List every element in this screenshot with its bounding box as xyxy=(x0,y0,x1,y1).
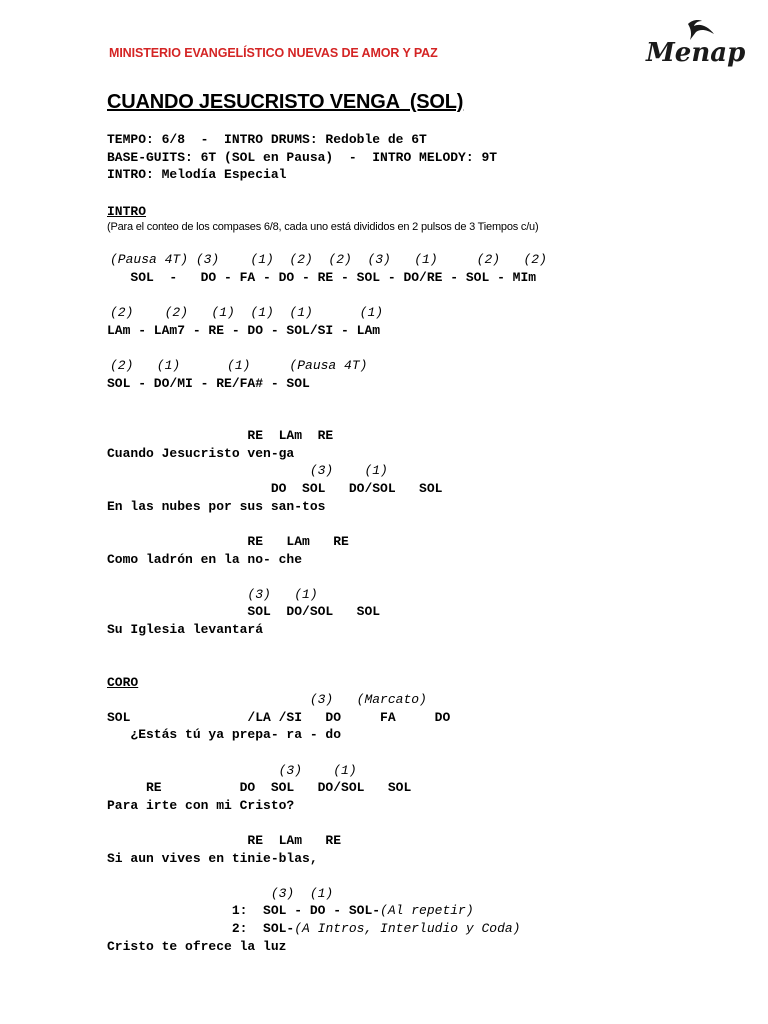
intro-chords-3: SOL - DO/MI - RE/FA# - SOL xyxy=(107,376,310,391)
logo xyxy=(640,18,746,70)
intro-heading: INTRO xyxy=(107,204,147,219)
logo-text: Menap xyxy=(646,38,746,68)
chorus-heading: CORO xyxy=(107,675,139,690)
intro-counts-1: (Pausa 4T) (3) (1) (2) (2) (3) (1) (2) (2) xyxy=(110,252,547,267)
ending-1-chords: 1: SOL - DO - SOL- xyxy=(107,903,381,918)
chorus-chords-2: RE DO SOL DO/SOL SOL xyxy=(107,780,412,795)
chorus-lyric-3: Si aun vives en tinie-blas, xyxy=(107,851,318,866)
verse-lyric-1: Cuando Jesucristo ven-ga xyxy=(107,446,295,461)
intro-counts-2: (2) (2) (1) (1) (1) (1) xyxy=(110,305,384,320)
verse-chords-3: RE LAm RE xyxy=(107,534,349,549)
intro-counts-3: (2) (1) (1) (Pausa 4T) xyxy=(110,358,368,373)
chorus-chords-1: SOL /LA /SI DO FA DO xyxy=(107,710,451,725)
organization-name: MINISTERIO EVANGELÍSTICO NUEVAS DE AMOR Y PAZ xyxy=(109,46,438,60)
verse-chords-4: SOL DO/SOL SOL xyxy=(107,604,381,619)
ending-1-note: (Al repetir) xyxy=(380,903,474,918)
verse-lyric-2: En las nubes por sus san-tos xyxy=(107,499,326,514)
chorus-ending-2 xyxy=(107,921,520,937)
chorus-counts-2: (3) (1) xyxy=(107,763,357,778)
verse-counts-2: (3) (1) xyxy=(107,463,388,478)
chorus-lyric-2: Para irte con mi Cristo? xyxy=(107,798,295,813)
base-guits-line: BASE-GUITS: 6T (SOL en Pausa) - INTRO MELODY: 9T xyxy=(107,150,498,165)
intro-note: (Para el conteo de los compases 6/8, cada uno está divididos en 2 pulsos de 3 Tiempos c/u) xyxy=(107,221,539,233)
tempo-line: TEMPO: 6/8 - INTRO DRUMS: Redoble de 6T xyxy=(107,132,427,147)
chorus-chords-3: RE LAm RE xyxy=(107,833,342,848)
intro-melody-line: INTRO: Melodía Especial xyxy=(107,167,287,182)
song-title: CUANDO JESUCRISTO VENGA (SOL) xyxy=(107,91,464,113)
chorus-lyric-1: ¿Estás tú ya prepa- ra - do xyxy=(107,727,342,742)
chorus-ending-1 xyxy=(107,903,474,919)
ending-2-note: (A Intros, Interludio y Coda) xyxy=(294,921,521,936)
ending-2-chords: 2: SOL- xyxy=(107,921,295,936)
intro-chords-2: LAm - LAm7 - RE - DO - SOL/SI - LAm xyxy=(107,323,381,338)
verse-chords-1: RE LAm RE xyxy=(107,428,334,443)
intro-chords-1: SOL - DO - FA - DO - RE - SOL - DO/RE - SOL - MIm xyxy=(107,270,537,285)
chorus-counts-1: (3) (Marcato) xyxy=(107,692,427,707)
verse-lyric-3: Como ladrón en la no- che xyxy=(107,552,303,567)
chorus-lyric-4: Cristo te ofrece la luz xyxy=(107,939,287,954)
chorus-counts-4: (3) (1) xyxy=(107,886,334,901)
verse-lyric-4: Su Iglesia levantará xyxy=(107,622,264,637)
verse-counts-4: (3) (1) xyxy=(107,587,318,602)
verse-chords-2: DO SOL DO/SOL SOL xyxy=(107,481,443,496)
